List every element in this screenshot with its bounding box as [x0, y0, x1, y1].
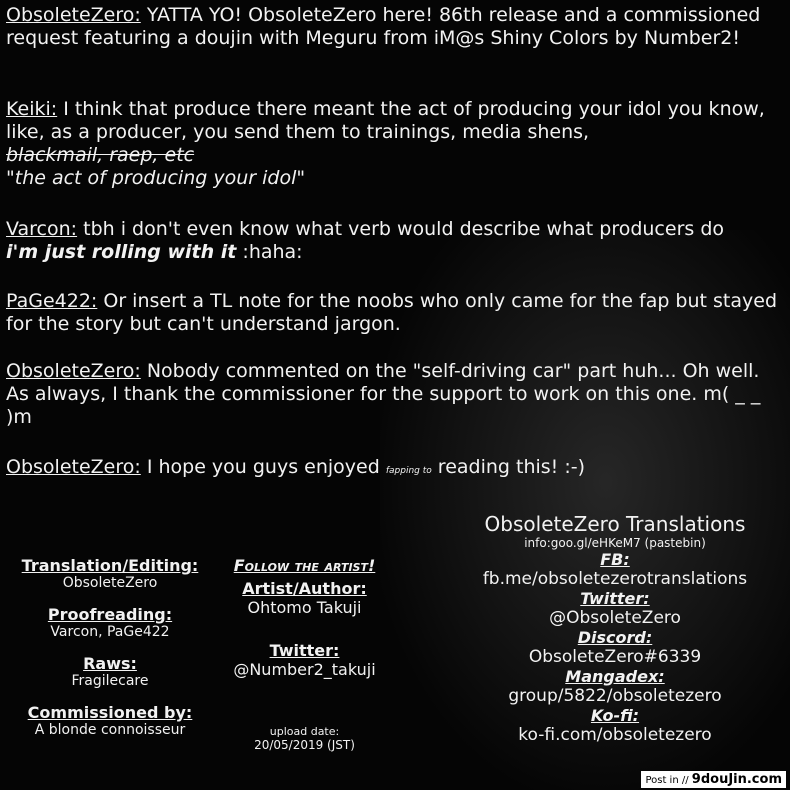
credit-heading: Raws: [83, 654, 137, 673]
artist-value: Ohtomo Takuji [247, 598, 362, 617]
artist-column [212, 556, 397, 752]
group-info [440, 512, 790, 745]
strikethrough-text: blackmail, raep, etc [6, 144, 195, 166]
artist-twitter-heading: Twitter: [269, 641, 340, 660]
artist-heading: Artist/Author: [242, 579, 367, 598]
note-tail: :haha: [236, 241, 303, 263]
note-4 [6, 290, 784, 336]
note-text: YATTA YO! ObsoleteZero here! 86th release and a commissioned request featuring a doujin with Meguru from iM@s Shiny Colors by Number2! [6, 4, 761, 49]
twitter-heading: Twitter: [580, 589, 650, 608]
note-3 [6, 218, 784, 264]
group-title: ObsoleteZero Translations [484, 512, 746, 536]
kofi-value: ko-fi.com/obsoletezero [518, 725, 712, 745]
kofi-heading: Ko-fi: [590, 706, 640, 725]
credit-value: Fragilecare [71, 673, 149, 689]
credit-value: ObsoleteZero [62, 575, 158, 591]
fb-value: fb.me/obsoletezerotranslations [482, 569, 748, 589]
fb-heading: FB: [600, 550, 630, 569]
upload-value: 20/05/2019 (JST) [254, 738, 355, 752]
credits-column [10, 556, 210, 738]
watermark-site: 9douJin.com [691, 772, 782, 787]
mangadex-heading: Mangadex: [565, 667, 665, 686]
note-text: Nobody commented on the "self-driving car" part huh... Oh well. As always, I thank the commissioner for the support to work on this one. m( _ _ )m [6, 360, 761, 428]
credit-heading: Proofreading: [47, 605, 173, 624]
note-text: I hope you guys enjoyed [140, 456, 386, 478]
speaker: ObsoleteZero: [6, 4, 141, 26]
twitter-value: @ObsoleteZero [549, 608, 681, 628]
credit-value: A blonde connoisseur [34, 722, 186, 738]
note-tail: reading this! :-) [431, 456, 586, 478]
mangadex-value: group/5822/obsoletezero [508, 686, 722, 706]
speaker: ObsoleteZero: [6, 456, 141, 478]
note-6 [6, 456, 784, 483]
discord-value: ObsoleteZero#6339 [528, 647, 702, 667]
speaker: Varcon: [6, 218, 78, 240]
speaker: PaGe422: [6, 290, 98, 312]
site-watermark [641, 771, 786, 788]
group-info-link: info:goo.gl/eHKeM7 (pastebin) [524, 536, 706, 550]
artist-twitter-value: @Number2_takuji [233, 660, 376, 679]
note-text: I think that produce there meant the act of producing your idol you know, like, as a producer, you send them to trainings, media shens, [6, 98, 765, 143]
bold-text: i'm just rolling with it [6, 241, 237, 263]
credit-value: Varcon, PaGe422 [50, 624, 170, 640]
note-1 [6, 4, 784, 50]
note-text: Or insert a TL note for the noobs who only came for the fap but stayed for the story but can't understand jargon. [6, 290, 778, 335]
follow-heading: Follow the artist! [233, 556, 376, 575]
note-text: tbh i don't even know what verb would describe what producers do [77, 218, 725, 240]
upload-heading: upload date: [269, 725, 340, 738]
speaker: Keiki: [6, 98, 58, 120]
note-5 [6, 360, 784, 429]
note-2 [6, 98, 784, 190]
discord-heading: Discord: [577, 628, 653, 647]
tiny-text: fapping to [385, 466, 432, 476]
quote-text: "the act of producing your idol" [6, 167, 306, 189]
credit-heading: Translation/Editing: [21, 556, 199, 575]
watermark-prefix: Post in // [645, 775, 689, 786]
credit-heading: Commissioned by: [27, 703, 193, 722]
speaker: ObsoleteZero: [6, 360, 141, 382]
